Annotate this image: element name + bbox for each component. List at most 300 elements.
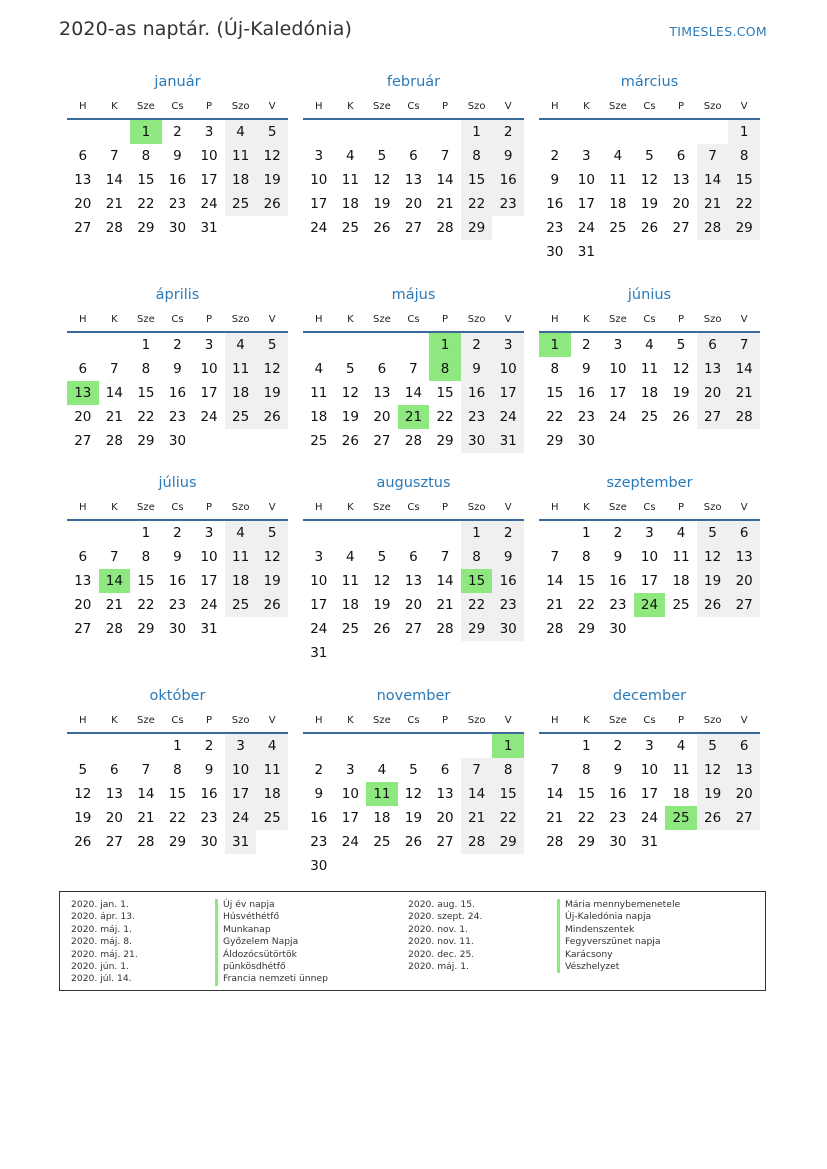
weekday-label: V <box>504 714 512 726</box>
day-cell: 11 <box>225 357 257 381</box>
day-cell: 28 <box>546 621 564 637</box>
weekday-label: Szo <box>467 714 486 726</box>
week-row <box>67 545 288 569</box>
month-6 <box>539 285 760 453</box>
day-cell: 5 <box>377 148 387 164</box>
empty-cell <box>492 641 524 665</box>
day-cell: 2 <box>173 337 182 353</box>
empty-cell <box>697 240 729 264</box>
week-row <box>303 830 524 854</box>
empty-cell <box>256 830 288 854</box>
day-cell: 25 <box>225 593 257 617</box>
weekday-label: Cs <box>171 714 184 726</box>
day-cell: 14 <box>436 172 454 188</box>
day-cell: 8 <box>429 357 461 381</box>
day-cell: 13 <box>672 172 690 188</box>
weekday-header <box>303 96 524 116</box>
day-cell: 27 <box>74 433 92 449</box>
day-cell: 31 <box>225 830 257 854</box>
empty-cell <box>335 734 367 758</box>
day-cell: 30 <box>609 621 627 637</box>
day-cell: 29 <box>168 834 187 850</box>
weekday-label: Sze <box>373 100 391 112</box>
day-cell: 8 <box>141 148 151 164</box>
legend-holiday-name: Győzelem Napja <box>215 936 328 948</box>
week-row <box>539 830 760 854</box>
week-row <box>67 734 288 758</box>
day-cell: 29 <box>461 216 493 240</box>
day-cell: 12 <box>373 573 391 589</box>
week-row <box>303 521 524 545</box>
day-cell: 29 <box>546 433 564 449</box>
empty-cell <box>665 429 697 453</box>
empty-cell <box>130 734 162 758</box>
day-cell: 24 <box>200 597 218 613</box>
empty-cell <box>665 240 697 264</box>
day-cell: 6 <box>78 549 88 565</box>
empty-cell <box>225 429 257 453</box>
day-cell: 12 <box>256 545 288 569</box>
weekday-label: K <box>347 313 354 325</box>
weekday-label: Cs <box>407 313 420 325</box>
week-row <box>539 333 760 357</box>
weekday-label: K <box>583 313 590 325</box>
day-cell: 20 <box>105 810 123 826</box>
day-cell: 29 <box>492 830 524 854</box>
day-cell: 27 <box>404 220 423 236</box>
day-cell: 30 <box>461 429 493 453</box>
weekday-label: Cs <box>407 714 420 726</box>
day-cell: 26 <box>697 806 729 830</box>
empty-cell <box>366 120 398 144</box>
week-row <box>67 168 288 192</box>
weekday-label: Cs <box>643 714 656 726</box>
day-cell: 31 <box>200 621 218 637</box>
day-cell: 19 <box>256 569 288 593</box>
weekday-label: P <box>206 100 213 112</box>
empty-cell <box>429 120 461 144</box>
day-cell: 22 <box>137 409 155 425</box>
empty-cell <box>67 734 99 758</box>
day-cell: 12 <box>373 172 391 188</box>
week-row <box>303 333 524 357</box>
day-cell: 28 <box>105 621 123 637</box>
day-cell: 7 <box>409 361 418 377</box>
day-cell: 2 <box>613 738 623 754</box>
weekday-label: H <box>79 714 87 726</box>
day-cell: 14 <box>99 569 131 593</box>
page-title: 2020-as naptár. (Új-Kaledónia) <box>59 18 353 40</box>
empty-cell <box>67 521 99 545</box>
empty-cell <box>697 830 729 854</box>
day-cell: 1 <box>461 521 493 545</box>
month-name: február <box>386 74 441 90</box>
day-cell: 21 <box>546 810 564 826</box>
weekday-header <box>67 96 288 116</box>
day-cell: 2 <box>492 120 524 144</box>
day-cell: 27 <box>74 621 92 637</box>
day-cell: 27 <box>105 834 123 850</box>
legend-left-names <box>215 899 328 986</box>
day-cell: 7 <box>110 361 119 377</box>
day-cell: 3 <box>645 738 654 754</box>
week-row <box>303 593 524 617</box>
day-cell: 9 <box>613 762 623 778</box>
week-row <box>303 569 524 593</box>
week-row <box>539 545 760 569</box>
empty-cell <box>665 120 697 144</box>
empty-cell <box>335 854 367 878</box>
empty-cell <box>398 854 430 878</box>
day-cell: 23 <box>461 405 493 429</box>
day-cell: 29 <box>461 617 493 641</box>
day-cell: 29 <box>137 621 155 637</box>
day-cell: 4 <box>645 337 654 353</box>
weekday-label: Sze <box>373 313 391 325</box>
day-cell: 14 <box>546 786 564 802</box>
weekday-label: Sze <box>609 100 627 112</box>
day-cell: 4 <box>676 738 686 754</box>
day-cell: 2 <box>204 738 214 754</box>
day-cell: 16 <box>168 172 187 188</box>
day-cell: 10 <box>310 172 328 188</box>
day-cell: 24 <box>200 196 218 212</box>
day-cell: 25 <box>341 621 359 637</box>
day-cell: 13 <box>74 573 92 589</box>
day-cell: 28 <box>105 220 123 236</box>
day-cell: 8 <box>141 361 151 377</box>
day-cell: 10 <box>640 549 659 565</box>
weekday-label: H <box>315 313 323 325</box>
empty-cell <box>303 521 335 545</box>
day-cell: 1 <box>539 333 571 357</box>
week-row <box>539 429 760 453</box>
day-cell: 20 <box>728 782 760 806</box>
day-cell: 6 <box>728 734 760 758</box>
weekday-label: P <box>206 714 213 726</box>
empty-cell <box>634 429 666 453</box>
weekday-label: P <box>678 714 685 726</box>
day-cell: 15 <box>492 782 524 806</box>
empty-cell <box>634 617 666 641</box>
week-row <box>67 333 288 357</box>
week-row <box>67 216 288 240</box>
day-cell: 11 <box>225 144 257 168</box>
day-cell: 17 <box>577 196 595 212</box>
day-cell: 25 <box>225 405 257 429</box>
day-cell: 22 <box>577 810 595 826</box>
day-cell: 11 <box>341 172 359 188</box>
week-row <box>67 429 288 453</box>
day-cell: 9 <box>492 144 524 168</box>
day-cell: 24 <box>341 834 359 850</box>
day-cell: 3 <box>645 525 654 541</box>
day-cell: 2 <box>173 525 182 541</box>
week-row <box>303 617 524 641</box>
day-cell: 27 <box>373 433 391 449</box>
day-cell: 29 <box>137 220 155 236</box>
day-cell: 14 <box>105 385 123 401</box>
empty-cell <box>256 617 288 641</box>
day-cell: 8 <box>492 758 524 782</box>
empty-cell <box>539 120 571 144</box>
month-10 <box>67 686 288 854</box>
legend-holiday-name: Mindenszentek <box>557 924 680 936</box>
week-row <box>67 758 288 782</box>
day-cell: 23 <box>577 409 595 425</box>
day-cell: 16 <box>492 569 524 593</box>
week-row <box>303 806 524 830</box>
day-cell: 23 <box>200 810 218 826</box>
empty-cell <box>303 333 335 357</box>
day-cell: 7 <box>550 762 560 778</box>
day-cell: 16 <box>168 573 187 589</box>
day-cell: 3 <box>314 549 324 565</box>
day-cell: 19 <box>697 782 729 806</box>
day-cell: 2 <box>314 762 324 778</box>
day-cell: 26 <box>341 433 359 449</box>
day-cell: 10 <box>200 549 218 565</box>
day-cell: 19 <box>256 381 288 405</box>
month-8 <box>303 473 524 665</box>
empty-cell <box>99 521 131 545</box>
legend-date: 2020. szept. 24. <box>408 911 483 923</box>
day-cell: 8 <box>141 549 151 565</box>
day-cell: 26 <box>404 834 423 850</box>
day-cell: 16 <box>492 168 524 192</box>
day-cell: 27 <box>697 405 729 429</box>
week-row <box>539 806 760 830</box>
day-cell: 9 <box>582 361 591 377</box>
day-cell: 6 <box>78 361 88 377</box>
day-cell: 14 <box>105 172 123 188</box>
day-cell: 3 <box>346 762 355 778</box>
day-cell: 17 <box>492 381 524 405</box>
legend-holiday-name: pünkösdhétfő <box>215 961 328 973</box>
week-row <box>539 521 760 545</box>
month-5 <box>303 285 524 453</box>
weekday-label: V <box>740 714 748 726</box>
weekday-label: Sze <box>137 501 155 513</box>
day-cell: 3 <box>613 337 623 353</box>
weekday-label: Szo <box>231 501 250 513</box>
day-cell: 25 <box>609 220 627 236</box>
empty-cell <box>602 429 634 453</box>
day-cell: 19 <box>341 409 359 425</box>
day-cell: 13 <box>404 573 423 589</box>
legend-date: 2020. aug. 15. <box>408 899 475 910</box>
day-cell: 4 <box>676 525 686 541</box>
empty-cell <box>728 240 760 264</box>
day-cell: 17 <box>609 385 627 401</box>
weekday-label: Sze <box>609 501 627 513</box>
day-cell: 17 <box>200 385 218 401</box>
day-cell: 15 <box>168 786 187 802</box>
day-cell: 26 <box>672 409 690 425</box>
day-cell: 6 <box>697 333 729 357</box>
day-cell: 31 <box>310 645 328 661</box>
legend-holiday-name: Karácsony <box>557 949 680 961</box>
day-cell: 17 <box>225 782 257 806</box>
day-cell: 1 <box>141 337 151 353</box>
day-cell: 5 <box>676 337 686 353</box>
day-cell: 17 <box>310 597 328 613</box>
day-cell: 9 <box>173 148 182 164</box>
day-cell: 2 <box>550 148 560 164</box>
day-cell: 22 <box>492 806 524 830</box>
weekday-label: Szo <box>231 100 250 112</box>
week-row <box>303 405 524 429</box>
day-cell: 12 <box>256 144 288 168</box>
day-cell: 16 <box>546 196 564 212</box>
weekday-label: H <box>551 100 559 112</box>
empty-cell <box>461 854 493 878</box>
empty-cell <box>225 617 257 641</box>
empty-cell <box>697 429 729 453</box>
day-cell: 20 <box>373 409 391 425</box>
weekday-label: H <box>551 313 559 325</box>
day-cell: 4 <box>225 120 257 144</box>
day-cell: 10 <box>577 172 595 188</box>
day-cell: 31 <box>200 220 218 236</box>
day-cell: 3 <box>225 734 257 758</box>
day-cell: 6 <box>78 148 88 164</box>
legend-date: 2020. máj. 8. <box>71 936 132 948</box>
week-row <box>303 854 524 878</box>
month-name: június <box>627 287 672 303</box>
day-cell: 17 <box>200 172 218 188</box>
week-row <box>539 216 760 240</box>
week-row <box>539 617 760 641</box>
empty-cell <box>398 333 430 357</box>
week-row <box>303 641 524 665</box>
legend-holiday-name: Áldozócsütörtök <box>215 949 328 961</box>
weekday-header <box>539 96 760 116</box>
day-cell: 22 <box>137 597 155 613</box>
day-cell: 18 <box>225 381 257 405</box>
day-cell: 28 <box>105 433 123 449</box>
weekday-header <box>539 710 760 730</box>
day-cell: 25 <box>256 806 288 830</box>
day-cell: 16 <box>310 810 328 826</box>
weekday-label: K <box>111 714 118 726</box>
day-cell: 12 <box>697 545 729 569</box>
weekday-label: Sze <box>137 313 155 325</box>
day-cell: 15 <box>461 168 493 192</box>
legend-date: 2020. máj. 21. <box>71 948 138 960</box>
day-cell: 26 <box>373 220 391 236</box>
day-cell: 23 <box>609 597 627 613</box>
empty-cell <box>193 429 225 453</box>
day-cell: 18 <box>310 409 328 425</box>
weekday-label: K <box>583 100 590 112</box>
week-row <box>67 830 288 854</box>
day-cell: 31 <box>492 429 524 453</box>
empty-cell <box>665 617 697 641</box>
day-cell: 18 <box>225 168 257 192</box>
holiday-legend <box>59 891 766 991</box>
empty-cell <box>303 120 335 144</box>
day-cell: 4 <box>225 333 257 357</box>
empty-cell <box>99 120 131 144</box>
day-cell: 16 <box>461 381 493 405</box>
empty-cell <box>256 216 288 240</box>
day-cell: 13 <box>105 786 123 802</box>
day-cell: 16 <box>609 573 627 589</box>
weekday-label: V <box>268 714 276 726</box>
day-cell: 25 <box>665 806 697 830</box>
month-name: április <box>155 287 200 303</box>
day-cell: 15 <box>577 786 595 802</box>
weekday-label: P <box>678 313 685 325</box>
weekday-label: Szo <box>231 313 250 325</box>
week-row <box>303 782 524 806</box>
day-cell: 25 <box>225 192 257 216</box>
day-cell: 12 <box>404 786 423 802</box>
day-cell: 3 <box>314 148 324 164</box>
empty-cell <box>728 617 760 641</box>
day-cell: 22 <box>461 593 493 617</box>
month-name: szeptember <box>606 475 693 491</box>
day-cell: 6 <box>110 762 119 778</box>
weekday-label: K <box>347 714 354 726</box>
day-cell: 7 <box>110 148 119 164</box>
day-cell: 9 <box>173 549 182 565</box>
day-cell: 9 <box>204 762 214 778</box>
day-cell: 19 <box>404 810 423 826</box>
week-row <box>539 168 760 192</box>
day-cell: 17 <box>310 196 328 212</box>
day-cell: 14 <box>728 357 760 381</box>
day-cell: 24 <box>640 810 659 826</box>
week-row <box>67 120 288 144</box>
day-cell: 21 <box>461 806 493 830</box>
brand-link[interactable]: TIMESLES.COM <box>669 24 767 39</box>
day-cell: 30 <box>200 834 218 850</box>
day-cell: 24 <box>225 806 257 830</box>
day-cell: 15 <box>436 385 454 401</box>
legend-holiday-name: Új év napja <box>215 899 328 911</box>
day-cell: 11 <box>341 573 359 589</box>
day-cell: 13 <box>404 172 423 188</box>
week-row <box>539 357 760 381</box>
day-cell: 19 <box>672 385 690 401</box>
empty-cell <box>429 734 461 758</box>
weekday-label: V <box>268 100 276 112</box>
day-cell: 28 <box>728 405 760 429</box>
empty-cell <box>335 641 367 665</box>
legend-holiday-name: Fegyverszünet napja <box>557 936 680 948</box>
day-cell: 22 <box>137 196 155 212</box>
day-cell: 2 <box>461 333 493 357</box>
day-cell: 26 <box>256 192 288 216</box>
day-cell: 28 <box>404 433 423 449</box>
week-row <box>303 192 524 216</box>
day-cell: 14 <box>436 573 454 589</box>
day-cell: 4 <box>256 734 288 758</box>
day-cell: 20 <box>74 597 92 613</box>
empty-cell <box>602 120 634 144</box>
day-cell: 18 <box>672 786 690 802</box>
weekday-label: V <box>740 100 748 112</box>
day-cell: 6 <box>409 549 418 565</box>
day-cell: 8 <box>582 549 591 565</box>
day-cell: 13 <box>67 381 99 405</box>
weekday-label: Sze <box>609 714 627 726</box>
day-cell: 11 <box>672 762 690 778</box>
day-cell: 29 <box>577 621 595 637</box>
week-row <box>539 144 760 168</box>
